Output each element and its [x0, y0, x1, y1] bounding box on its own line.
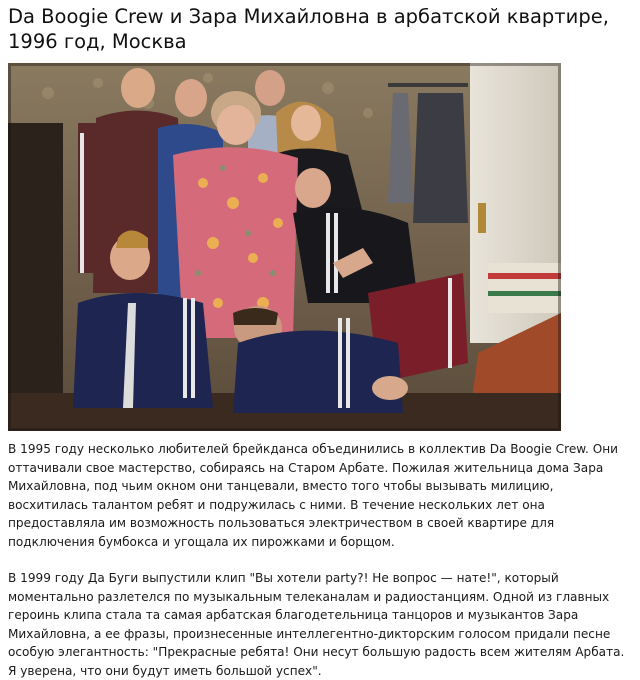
group-photo-illustration — [8, 63, 561, 431]
article-title: Da Boogie Crew и Зара Михайловна в арбатской квартире, 1996 год, Москва — [8, 5, 609, 53]
article-paragraph-1: В 1995 году несколько любителей брейкданса объединились в коллектив Da Boogie Crew. Они оттачивали свое мастерство, собираясь на Старом Арбате. Пожилая жительница дома Зара Михайловна, под чьим окном они танцевали, вместо того чтобы вызывать милицию, восхитилась талантом ребят и подружилась с ними. В течение нескольких лет она предоставляла им возможность пользоваться электричеством в своей квартире для подключения бумбокса и угощала их пирожками и борщом. — [8, 442, 619, 549]
group-photo — [8, 63, 561, 431]
article-body — [8, 440, 632, 680]
article-paragraph-2: В 1999 году Да Буги выпустили клип "Вы хотели party?! Не вопрос — нате!", который моментально разлетелся по музыкальным телеканалам и радиостанциям. Одной из главных героинь клипа стала та самая арбатская благодетельница танцоров и музыкантов Зара Михайловна, а ее фразы, произнесенные интеллегентно-дикторским голосом придали песне особую элегантность: "Прекрасные ребята! Они несут большую радость всем жителям Арбата. Я уверена, что они будут иметь большой успех". — [8, 571, 625, 678]
